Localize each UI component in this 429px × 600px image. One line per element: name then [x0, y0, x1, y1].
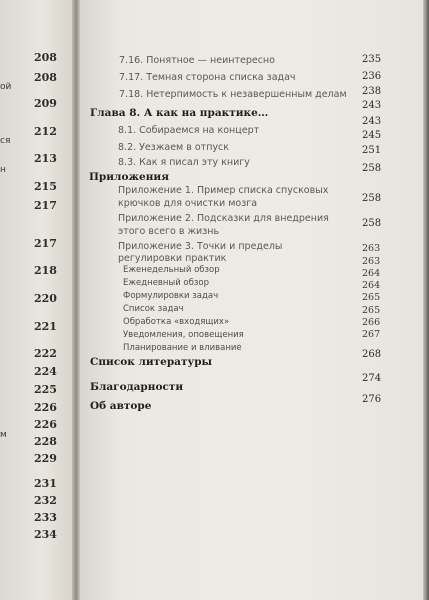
left-page-fragment: н — [0, 165, 6, 175]
toc-page-number: 245 — [362, 130, 382, 141]
toc-page-number: 266 — [362, 317, 381, 328]
toc-entry-7-17: 7.17. Темная сторона списка задач — [119, 72, 296, 83]
toc-page-number: 238 — [362, 86, 382, 97]
toc-page-number: 258 — [362, 193, 382, 204]
toc-appendices-heading: Приложения — [89, 171, 169, 183]
toc-subentry-weekly-review: Еженедельный обзор — [123, 265, 220, 275]
toc-page-number: 235 — [362, 54, 382, 65]
left-page-number: 226 — [34, 418, 57, 431]
left-page-number: 231 — [34, 477, 57, 490]
page-edge — [423, 0, 429, 600]
toc-page-number: 265 — [362, 292, 381, 303]
toc-page-number: 268 — [362, 349, 382, 360]
toc-page-number: 243 — [362, 116, 382, 127]
left-page-number: 218 — [34, 264, 57, 277]
left-page-number: 234 — [34, 528, 57, 541]
toc-appendix-3-line-1: Приложение 3. Точки и пределы — [118, 241, 283, 252]
toc-page-number: 251 — [362, 145, 382, 156]
left-page-number: 209 — [34, 97, 57, 110]
toc-appendix-2-line-2: этого всего в жизнь — [118, 226, 220, 237]
toc-subentry-planning: Планирование и вливание — [123, 343, 242, 353]
left-page-number: 217 — [34, 199, 57, 212]
toc-subentry-task-list: Список задач — [123, 304, 184, 314]
left-page-number: 215 — [34, 180, 57, 193]
toc-page-number: 263 — [362, 256, 381, 267]
toc-page-number: 265 — [362, 305, 381, 316]
toc-page-number: 274 — [362, 373, 382, 384]
toc-subentry-task-wording: Формулировки задач — [123, 291, 219, 301]
toc-page-number: 243 — [362, 100, 382, 111]
toc-entry-7-18: 7.18. Нетерпимость к незавершенным делам — [119, 89, 347, 100]
toc-entry-8-1: 8.1. Собираемся на концерт — [118, 125, 260, 136]
book-spine — [72, 0, 80, 600]
left-page-number: 222 — [34, 347, 57, 360]
left-page-number: 224 — [34, 365, 57, 378]
left-page-number: 229 — [34, 452, 57, 465]
toc-bibliography: Список литературы — [90, 356, 213, 368]
toc-appendix-1-line-1: Приложение 1. Пример списка спусковых — [118, 185, 329, 196]
toc-page-number: 236 — [362, 71, 382, 82]
toc-appendix-1-line-2: крючков для очистки мозга — [118, 198, 258, 209]
left-page-number: 232 — [34, 494, 57, 507]
toc-chapter-8: Глава 8. А как на практике… — [90, 107, 269, 119]
toc-subentry-daily-review: Ежедневный обзор — [123, 278, 209, 288]
toc-page-number: 258 — [362, 218, 382, 229]
toc-page-number: 258 — [362, 163, 382, 174]
left-page-fragment: ся — [0, 136, 11, 146]
left-page-number: 208 — [34, 51, 57, 64]
left-page-number: 217 — [34, 237, 57, 250]
toc-page-number: 263 — [362, 243, 381, 254]
left-page-number: 213 — [34, 152, 57, 165]
toc-entry-8-3: 8.3. Как я писал эту книгу — [118, 157, 250, 168]
toc-page-number: 264 — [362, 268, 381, 279]
toc-appendix-3-line-2: регулировки практик — [118, 253, 227, 264]
toc-appendix-2-line-1: Приложение 2. Подсказки для внедрения — [118, 213, 329, 224]
toc-page-number: 267 — [362, 329, 381, 340]
toc-entry-8-2: 8.2. Уезжаем в отпуск — [118, 142, 230, 153]
left-page-number: 233 — [34, 511, 57, 524]
left-page-number: 228 — [34, 435, 57, 448]
toc-page-number: 264 — [362, 280, 381, 291]
toc-subentry-inbox-processing: Обработка «входящих» — [123, 317, 230, 327]
toc-acknowledgements: Благодарности — [90, 381, 184, 393]
left-page-number: 226 — [34, 401, 57, 414]
left-page-number: 221 — [34, 320, 57, 333]
left-page-fragment: ой — [0, 82, 12, 92]
left-page-number: 212 — [34, 125, 57, 138]
left-page-fragment: м — [0, 430, 7, 440]
left-page-number: 220 — [34, 292, 57, 305]
toc-page-number: 276 — [362, 394, 382, 405]
toc-subentry-notifications: Уведомления, оповещения — [123, 330, 244, 340]
left-page — [0, 0, 72, 600]
toc-about-author: Об авторе — [90, 400, 152, 412]
left-page-number: 225 — [34, 383, 57, 396]
left-page-number: 208 — [34, 71, 57, 84]
toc-entry-7-16: 7.16. Понятное — неинтересно — [119, 55, 275, 66]
